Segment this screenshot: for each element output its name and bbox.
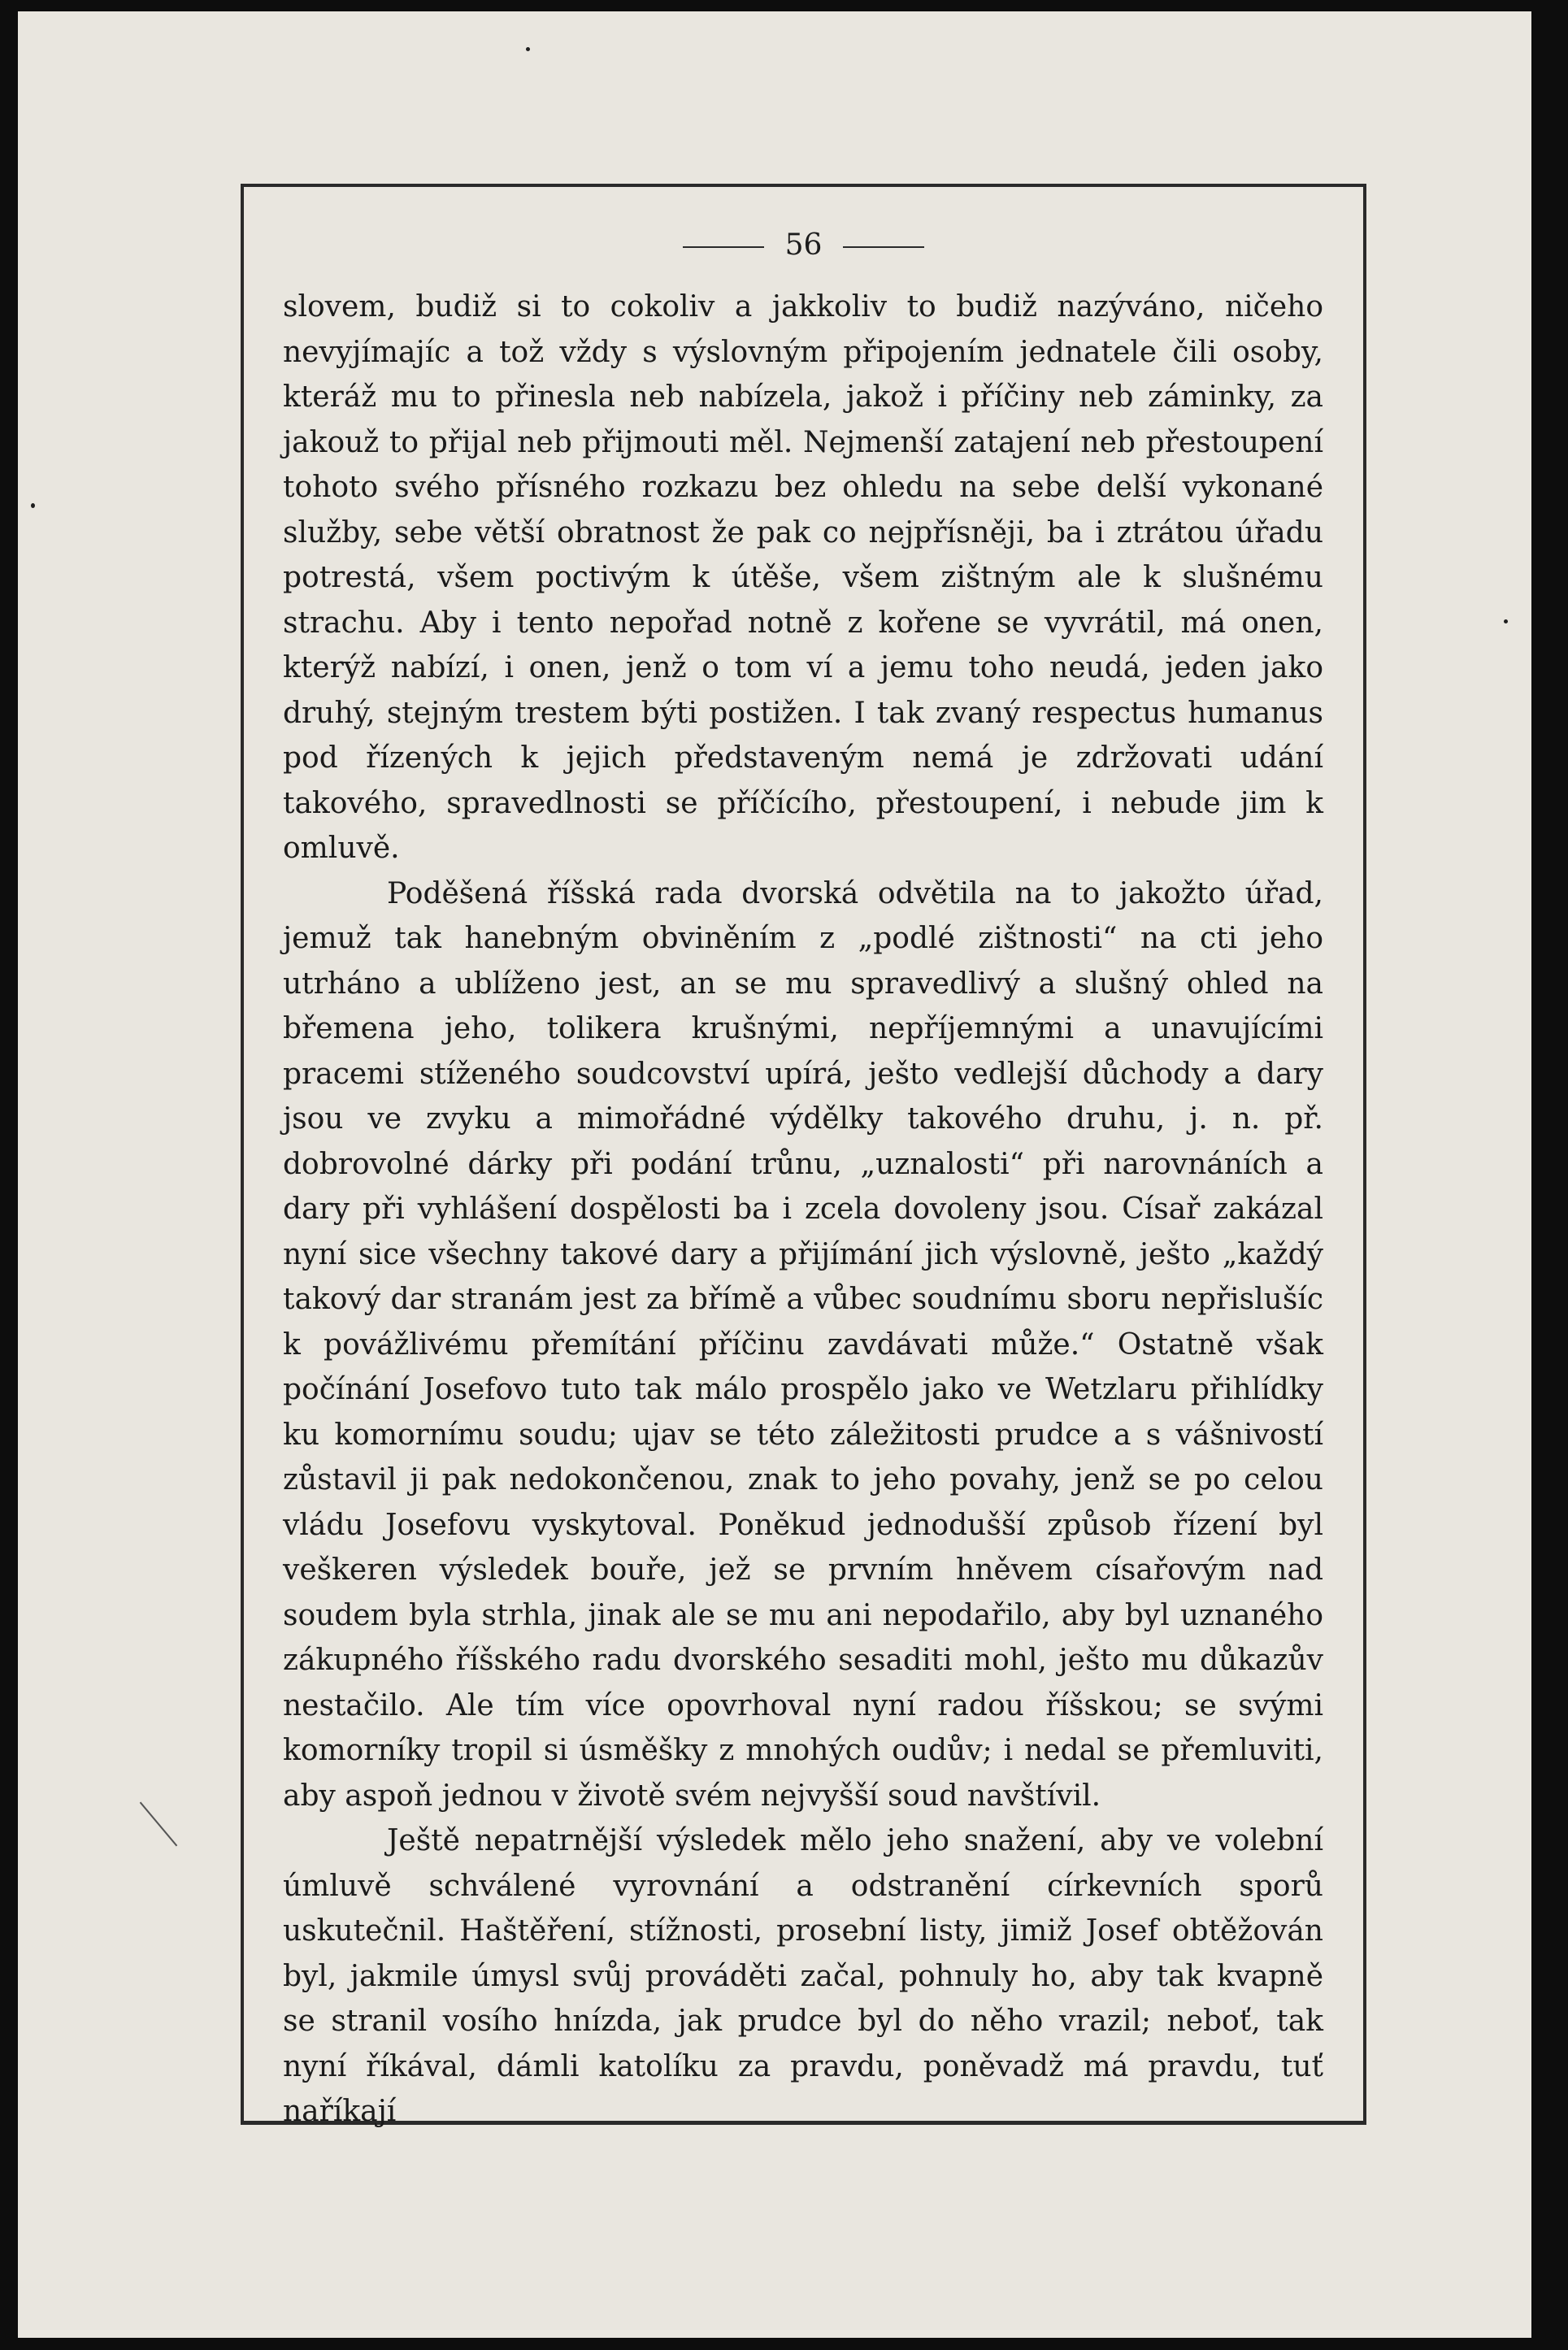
scan-mark [140,1802,178,1847]
header-rule-left [683,246,764,248]
body-text [283,285,1323,2135]
scan-speck [526,47,530,51]
page-number: 56 [784,228,823,262]
scan-speck [31,503,35,508]
header-rule-right [843,246,924,248]
paragraph-2: Poděšená říšská rada dvorská odvětila na to jakožto úřad, jemuž tak hanebným obviněním z „podlé zištnosti“ na cti jeho utrháno a ublíženo jest, an se mu spravedlivý a slušný ohled na břemena jeho, tolikera krušnými, nepříjemnými a unavujícími pracemi stíženého soudcovství upírá, ješto vedlejší důchody a dary jsou ve zvyku a mimořádné výdělky takového druhu, j. n. př. dobrovolné dárky při podání trůnu, „uznalosti“ při narovnáních a dary při vyhlášení dospělosti ba i zcela dovoleny jsou. Císař zakázal nyní sice všechny takové dary a přijímání jich výslovně, ješto „každý takový dar stranám jest za břímě a vůbec soudnímu sboru nepřislušíc k povážlivému přemítání příčinu zavdávati může.“ Ostatně však počínání Josefovo tuto tak málo prospělo jako ve Wetzlaru přihlídky ku komornímu soudu; ujav se této záležitosti prudce a s vášnivostí zůstavil ji pak nedokončenou, znak to jeho povahy, jenž se po celou vládu Josefovu vyskytoval. Poněkud jednodušší způsob řízení byl veškeren výsledek bouře, jež se prvním hněvem císařovým nad soudem byla strhla, jinak ale se mu ani nepodařilo, aby byl uznaného zákupného říšského radu dvorského sesaditi mohl, ješto mu důkazův nestačilo. Ale tím více opovrhoval nyní radou říšskou; se svými komorníky tropil si úsměšky z mnohých oudův; i nedal se přemluviti, aby aspoň jednou v životě svém nejvyšší soud navštívil. [283,876,1323,1813]
scanned-page [18,11,1531,2338]
text-frame [241,184,1366,2128]
page-header [244,229,1363,262]
paragraph-1: slovem, budiž si to cokoliv a jakkoliv to budiž nazýváno, ničeho nevyjímajíc a tož vždy s výslovným připojením jednatele čili osoby, kteráž mu to přinesla neb nabízela, jakož i příčiny neb záminky, za jakouž to přijal neb přijmouti měl. Nejmenší zatajení neb přestoupení tohoto svého přísného rozkazu bez ohledu na sebe delší vykonané služby, sebe větší obratnost že pak co nejpřísněji, ba i ztrátou úřadu potrestá, všem poctivým k útěše, všem zištným ale k slušnému strachu. Aby i tento nepořad notně z kořene se vyvrátil, má onen, kterýž nabízí, i onen, jenž o tom ví a jemu toho neudá, jeden jako druhý, stejným trestem býti postižen. I tak zvaný respectus humanus pod řízených k jejich představeným nemá je zdržovati udání takového, spravedlnosti se příčícího, přestoupení, i nebude jim k omluvě. [283,290,1323,865]
scan-speck [1504,619,1508,623]
paragraph-3: Ještě nepatrnější výsledek mělo jeho snažení, aby ve volební úmluvě schválené vyrovnání a odstranění církevních sporů uskutečnil. Haštěření, stížnosti, prosební listy, jimiž Josef obtěžován byl, jakmile úmysl svůj prováděti začal, pohnuly ho, aby tak kvapně se stranil vosího hnízda, jak prudce byl do něho vrazil; neboť, tak nyní říkával, dámli katolíku za pravdu, poněvadž má pravdu, tuť naříkají [283,1824,1323,2128]
